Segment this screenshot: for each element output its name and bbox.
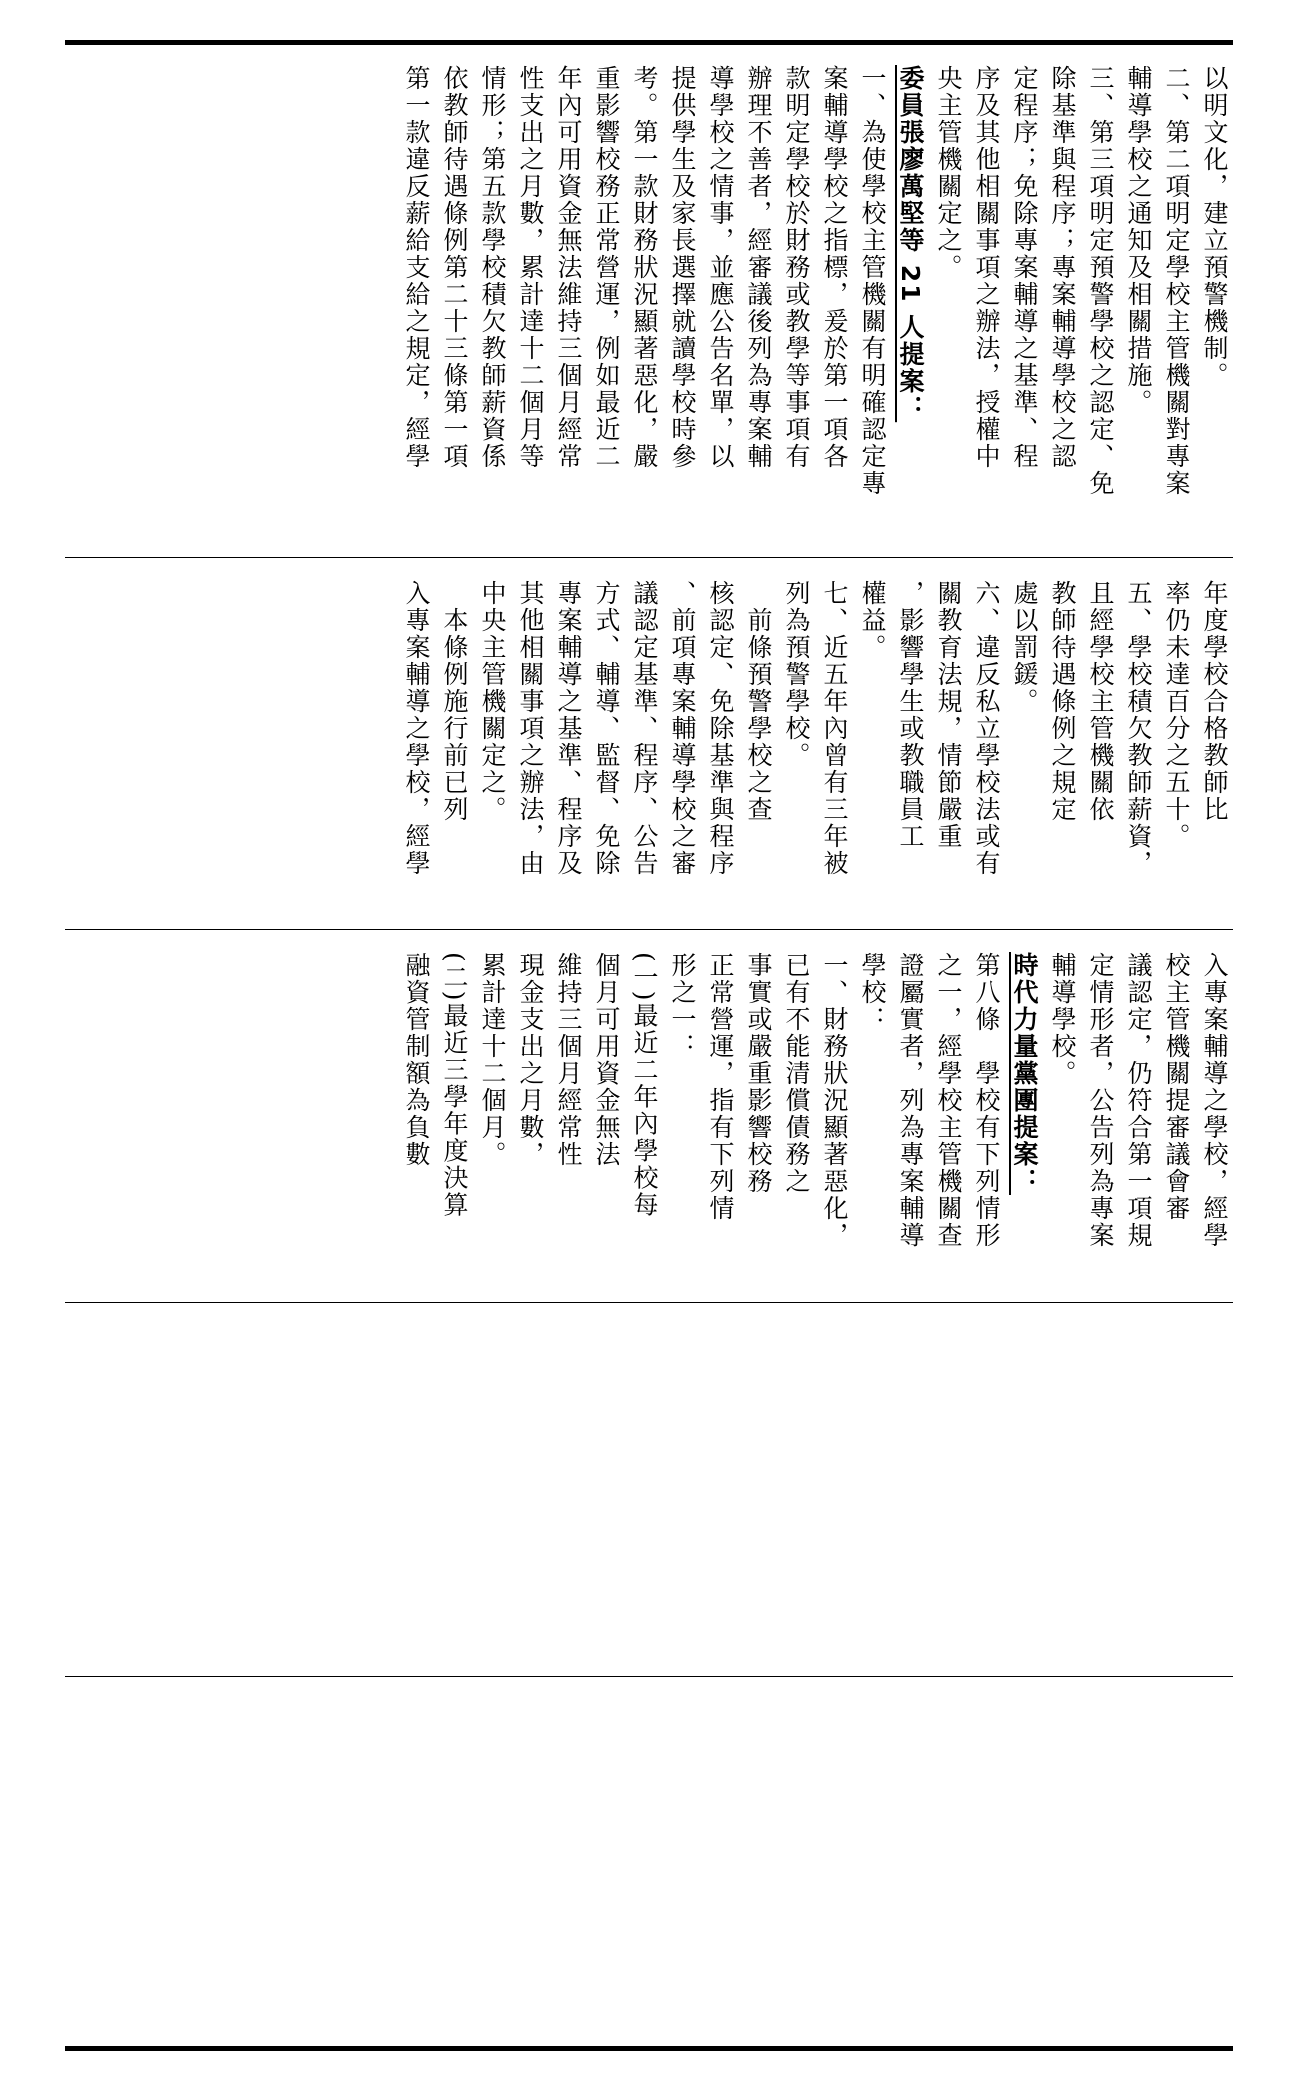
text-line: 除基準與程序；專案輔導學校之認 [1048,65,1077,470]
text-line: 年度學校合格教師比 [1200,580,1229,823]
text-line: 關教育法規，情節嚴重 [934,580,963,850]
text-column-section-b [65,560,1233,927]
text-line: 性支出之月數，累計達十二個月等 [516,65,545,470]
text-line: 核認定、免除基準與程序 [706,580,735,877]
text-line: 融資管制額為負數 [402,952,431,1168]
text-line: 二、第二項明定學校主管機關對專案 [1162,65,1191,497]
text-line: 七、近五年內曾有三年被 [820,580,849,877]
text-line: 六、違反私立學校法或有 [972,580,1001,877]
text-line: 前條預警學校之查 [744,580,773,823]
text-line: 導學校之情事，並應公告名單，以 [706,65,735,470]
text-line: 三、第三項明定預警學校之認定、免 [1086,65,1115,497]
text-line: 且經學校主管機關依 [1086,580,1115,823]
text-line: 學校： [858,952,887,1033]
text-line: 入專案輔導之學校，經學 [1200,952,1229,1249]
text-line: 入專案輔導之學校，經學 [402,580,431,877]
text-line: 處以罰鍰。 [1010,580,1039,715]
text-line: 累計達十二個月。 [478,952,507,1168]
text-line: 維持三個月經常性 [554,952,583,1168]
divider-rule-4 [65,1676,1233,1677]
text-line: 定情形者，公告列為專案 [1086,952,1115,1249]
text-column-section-a [65,45,1233,555]
text-line: 以明文化，建立預警機制。 [1200,65,1229,389]
text-line: 案輔導學校之指標，爰於第一項各 [820,65,849,470]
text-line: 一、財務狀況顯著惡化， [820,952,849,1249]
text-line: ，影響學生或教職員工 [896,580,925,850]
text-line: 序及其他相關事項之辦法，授權中 [972,65,1001,470]
text-column-section-c [65,932,1233,1299]
text-line: 事實或嚴重影響校務 [744,952,773,1195]
text-line: 一、為使學校主管機關有明確認定專 [858,65,887,497]
divider-rule-2 [65,929,1233,930]
text-line: 情形；第五款學校積欠教師薪資係 [478,65,507,470]
text-line: 依教師待遇條例第二十三條第一項 [440,65,469,470]
text-line: 辦理不善者，經審議後列為專案輔 [744,65,773,470]
text-line: 第一款違反薪給支給之規定，經學 [402,65,431,470]
text-line: 、前項專案輔導學校之審 [668,580,697,877]
divider-rule-1 [65,557,1233,558]
text-line: (二)最近三學年度決算 [440,952,469,1219]
text-line: 形之一： [668,952,697,1060]
bottom-rule [65,2046,1233,2051]
text-line: 校主管機關提審議會審 [1162,952,1191,1222]
text-line: 率仍未達百分之五十。 [1162,580,1191,850]
text-line: 正常營運，指有下列情 [706,952,735,1222]
text-line: 提供學生及家長選擇就讀學校時參 [668,65,697,470]
text-line: 其他相關事項之辦法，由 [516,580,545,877]
text-line: 方式、輔導、監督、免除 [592,580,621,877]
text-line: 之一，經學校主管機關查 [934,952,963,1249]
text-line: 權益。 [858,580,887,661]
text-line: 款明定學校於財務或教學等事項有 [782,65,811,470]
divider-rule-3 [65,1302,1233,1303]
text-line: 輔導學校之通知及相關措施。 [1124,65,1153,416]
text-line: 考。第一款財務狀況顯著惡化，嚴 [630,65,659,470]
text-line: 現金支出之月數， [516,952,545,1168]
text-line: 第八條 學校有下列情形 [972,952,1001,1249]
text-line: 專案輔導之基準、程序及 [554,580,583,877]
text-line: 列為預警學校。 [782,580,811,769]
text-line: 教師待遇條例之規定 [1048,580,1077,823]
text-line: 議認定基準、程序、公告 [630,580,659,877]
proposal-heading: 委員張廖萬堅等 21 人提案： [896,65,925,423]
text-line: 五、學校積欠教師薪資， [1124,580,1153,877]
text-line: 議認定，仍符合第一項規 [1124,952,1153,1249]
text-line: 本條例施行前已列 [440,580,469,823]
text-line: 證屬實者，列為專案輔導 [896,952,925,1249]
text-line: 定程序；免除專案輔導之基準、程 [1010,65,1039,470]
proposal-heading: 時代力量黨團提案： [1010,952,1039,1195]
text-line: 中央主管機關定之。 [478,580,507,823]
text-line: 央主管機關定之。 [934,65,963,281]
text-line: 重影響校務正常營運，例如最近二 [592,65,621,470]
text-line: 已有不能清償債務之 [782,952,811,1195]
text-line: 個月可用資金無法 [592,952,621,1168]
text-line: 年內可用資金無法維持三個月經常 [554,65,583,470]
text-line: 輔導學校。 [1048,952,1077,1087]
text-line: (一)最近二年內學校每 [630,952,659,1219]
